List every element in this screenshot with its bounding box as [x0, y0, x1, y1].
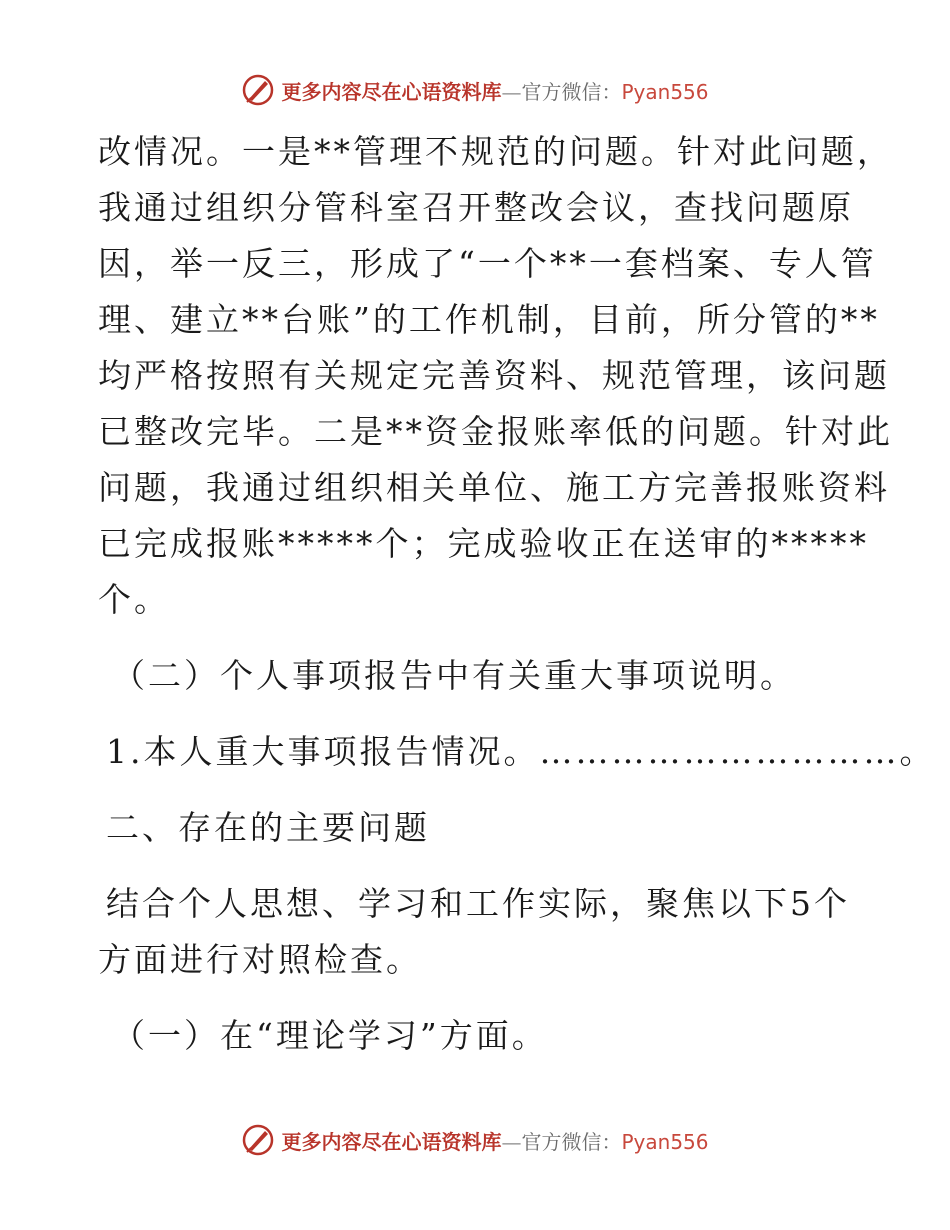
paragraph-line: 已完成报账*****个；完成验收正在送审的***** — [98, 524, 869, 563]
watermark-separator: — — [501, 79, 522, 104]
heading-main-problems: 二、存在的主要问题 — [106, 808, 430, 847]
watermark-wechat-id: Pyan556 — [621, 1129, 709, 1154]
paragraph-line: 问题，我通过组织相关单位、施工方完善报账资料 — [98, 468, 890, 507]
paragraph-line: 方面进行对照检查。 — [98, 940, 422, 979]
paragraph-line: 个。 — [98, 580, 170, 619]
watermark-label: 官方微信： — [521, 1129, 622, 1154]
paragraph-line: 均严格按照有关规定完善资料、规范管理，该问题 — [98, 356, 890, 395]
paragraph-line: 结合个人思想、学习和工作实际，聚焦以下5个 — [106, 884, 850, 923]
watermark-text — [281, 76, 708, 105]
watermark-text — [281, 1126, 708, 1155]
document-body — [98, 124, 936, 1064]
subheading-theory-study: （一）在“理论学习”方面。 — [112, 1016, 548, 1055]
quill-logo-icon — [241, 1123, 275, 1157]
paragraph-line: 理、建立**台账”的工作机制，目前，所分管的** — [98, 300, 880, 339]
footer-watermark — [0, 1120, 950, 1160]
paragraph-line: 因，举一反三，形成了“一个**一套档案、专人管 — [98, 244, 877, 283]
list-item-1: 1.本人重大事项报告情况。…………………………。 — [106, 732, 936, 771]
watermark-wechat-id: Pyan556 — [621, 79, 709, 104]
watermark-separator: — — [501, 1129, 522, 1154]
watermark-brand: 更多内容尽在心语资料库 — [281, 79, 502, 104]
watermark-label: 官方微信： — [521, 79, 622, 104]
paragraph-line: 我通过组织分管科室召开整改会议，查找问题原 — [98, 188, 854, 227]
header-watermark — [0, 70, 950, 110]
quill-logo-icon — [241, 73, 275, 107]
paragraph-line: 改情况。一是**管理不规范的问题。针对此问题， — [98, 132, 893, 171]
paragraph-line: 已整改完毕。二是**资金报账率低的问题。针对此 — [98, 412, 893, 451]
watermark-brand: 更多内容尽在心语资料库 — [281, 1129, 502, 1154]
subheading-major-matters: （二）个人事项报告中有关重大事项说明。 — [112, 656, 796, 695]
